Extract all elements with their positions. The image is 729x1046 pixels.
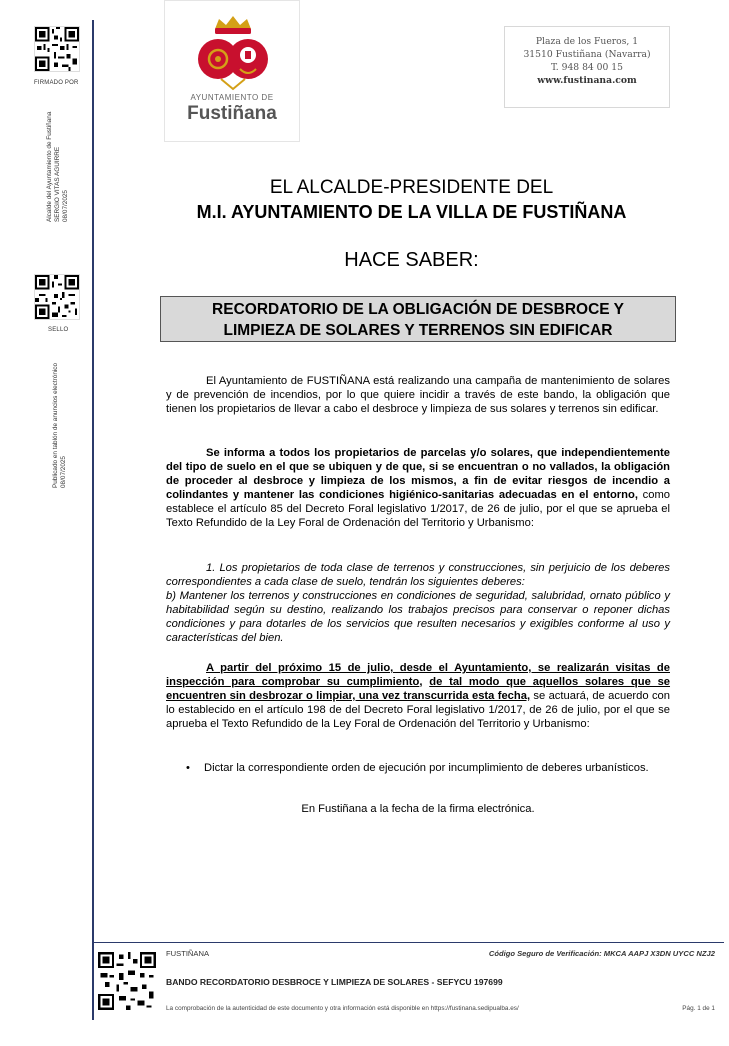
inspection-separator: , <box>419 676 430 688</box>
signature-line: SERGIO VITAS AGUIRRE <box>54 146 61 222</box>
signature-qr-code <box>34 26 80 72</box>
footer-verification-code: Código Seguro de Verificación: MKCA AAPJ X3DN UYCC NZJ2 <box>488 949 715 958</box>
heading-line-2: LIMPIEZA DE SOLARES Y TERRENOS SIN EDIFICAR <box>223 322 613 339</box>
inspection-bold-2: de tal modo que aquellos solares que se encuentren sin desbrozar o limpiar, una vez transcurrida esta fecha, <box>166 676 671 702</box>
paragraph-intro: El Ayuntamiento de FUSTIÑANA está realizando una campaña de mantenimiento de solares y de prevención de incendios, por lo que quiere incidir a través de este bando, la obligación que tienen los propietarios de llevar a cabo el desbroce y limpieza de sus solares y terrenos sin edificar. <box>166 375 670 415</box>
notice-heading <box>160 296 676 342</box>
address-box <box>504 26 670 108</box>
footer-document-title: BANDO RECORDATORIO DESBROCE Y LIMPIEZA DE SOLARES - SEFYCU 197699 <box>166 977 503 987</box>
footer-qr-code <box>98 952 156 1010</box>
header-line-3: HACE SABER: <box>344 249 479 271</box>
footer-organization: FUSTIÑANA <box>166 949 210 958</box>
heading-line-1: RECORDATORIO DE LA OBLIGACIÓN DE DESBROCE Y <box>212 301 624 318</box>
bullet-icon: • <box>186 762 190 774</box>
address-street: Plaza de los Fueros, 1 <box>535 36 639 47</box>
margin-divider <box>92 20 94 1020</box>
seal-label: SELLO <box>48 327 69 333</box>
header-line-1: EL ALCALDE-PRESIDENTE DEL <box>269 177 554 198</box>
signature-line: 08/07/2025 <box>62 190 69 222</box>
legal-quote-2: b) Mantener los terrenos y construcciones en condiciones de seguridad, salubridad, ornato público y habitabilidad según su destino, realizando los trabajos precisos para conservar o reponer dichas condiciones y para dotarles de los servicios que resulten necesarios y exigibles conforme al uso y características del bien. <box>166 590 670 644</box>
signature-line: Alcalde del Ayuntamiento de Fustiñana <box>46 111 53 222</box>
paragraph-inspection <box>166 661 670 731</box>
coat-of-arms-icon <box>195 13 271 91</box>
bullet-text: Dictar la correspondiente orden de ejecución por incumplimiento de deberes urbanísticos. <box>204 762 649 774</box>
municipal-logo <box>164 0 300 142</box>
address-city: 31510 Fustiñana (Navarra) <box>523 49 651 60</box>
paragraph-obligation <box>166 446 670 530</box>
signature-date-line: En Fustiñana a la fecha de la firma electrónica. <box>301 803 535 815</box>
paragraph-obligation-text: como establece el artículo 85 del Decreto Foral legislativo 1/2017, de 26 de julio, por el que se aprueba el Texto Refundido de la Ley Foral de Ordenación del Territorio y Urbanismo: <box>166 489 670 529</box>
paragraph-obligation-bold: Se informa a todos los propietarios de parcelas y/o solares, que independientemente del tipo de suelo en el que se ubiquen y de que, si se encuentran o no vallados, la obligación de proceder al desbroce y limpieza de los mismos, a fin de evitar riesgos de incendio a colindantes y mantener las condiciones higiénico-sanitarias adecuadas en el entorno, <box>166 447 670 501</box>
seal-line: 08/07/2025 <box>60 456 67 488</box>
footer-page-number: Pág. 1 de 1 <box>682 1005 715 1012</box>
footer-verification-note: La comprobación de la autenticidad de este documento y otra información está disponible en https://fustinana.sedipualba.es/ <box>166 1005 519 1012</box>
signature-info <box>46 112 70 222</box>
legal-quote-1: 1. Los propietarios de toda clase de terrenos y construcciones, sin perjuicio de los deberes correspondientes a cada clase de suelo, tendrán los siguientes deberes: <box>166 562 670 588</box>
inspection-bold-1: A partir del próximo 15 de julio, desde el Ayuntamiento, se realizarán visitas de inspección para comprobar su cumplimiento <box>166 662 670 688</box>
header-line-2: M.I. AYUNTAMIENTO DE LA VILLA DE FUSTIÑANA <box>196 202 627 222</box>
seal-qr-code <box>34 274 80 320</box>
inspection-text: se actuará, de acuerdo con lo establecido en el artículo 198 de del Decreto Foral legislativo 1/2017, de 26 de julio, por el que se aprueba el Texto Refundido de la Ley Foral de Ordenación del Territorio y Urbanismo: <box>166 690 670 730</box>
signed-by-label: FIRMADO POR <box>34 80 79 86</box>
seal-info <box>52 363 68 488</box>
seal-line: Publicado en tablón de anuncios electrónico <box>52 362 59 488</box>
footer-divider <box>92 942 724 943</box>
address-phone: T. 948 84 00 15 <box>551 62 623 73</box>
logo-name: Fustiñana <box>187 103 277 124</box>
logo-subtitle: AYUNTAMIENTO DE <box>190 93 274 102</box>
address-website: www.fustinana.com <box>537 75 637 86</box>
bullet-item <box>186 761 670 775</box>
paragraph-legal-quote <box>166 561 670 645</box>
